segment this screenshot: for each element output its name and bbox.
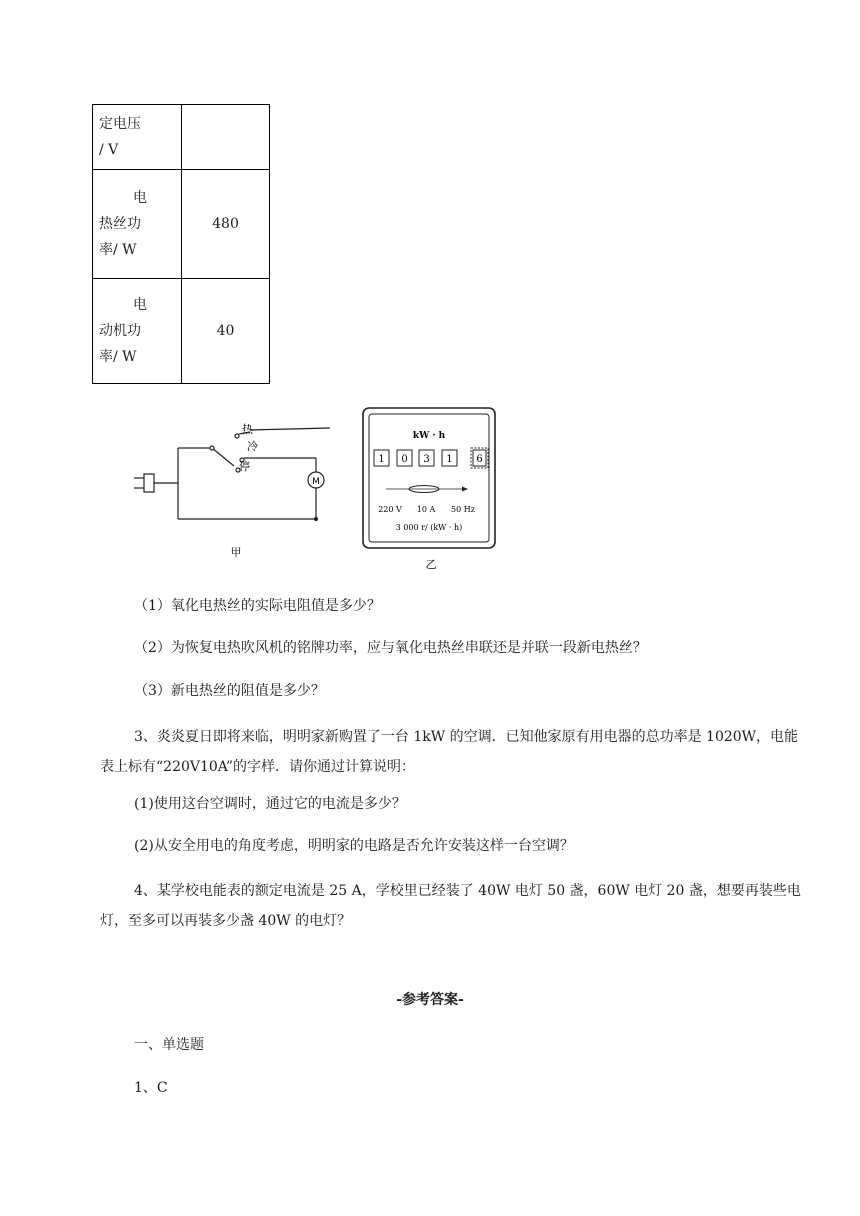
motor-label: M xyxy=(312,477,320,487)
circuit-diagram xyxy=(134,428,330,521)
meter-constant: 3 000 r/ (kW · h) xyxy=(395,523,463,532)
label-line: 电 xyxy=(133,297,147,313)
hot-label: 热 xyxy=(242,423,253,436)
question-text: （3）新电热丝的阻值是多少？ xyxy=(134,683,325,699)
table-label-cell xyxy=(93,279,182,384)
table-row xyxy=(93,105,270,170)
circuit-and-meter-figure xyxy=(120,400,520,580)
figure-a-caption: 甲 xyxy=(230,546,242,559)
meter-current: 10 A xyxy=(416,505,436,514)
table-value-cell xyxy=(182,105,270,170)
question-text: (2)从安全用电的角度考虑，明明家的电路是否允许安装这样一台空调？ xyxy=(134,838,574,854)
meter-frequency: 50 Hz xyxy=(451,505,475,514)
table-row xyxy=(93,279,270,384)
table-value-cell: 480 xyxy=(182,170,270,279)
figure-b-caption: 乙 xyxy=(425,558,437,571)
label-line: 率/ W xyxy=(99,349,137,365)
label-line: 动机功 xyxy=(99,323,141,339)
problem-3-stem: 3、炎炎夏日即将来临，明明家新购置了一台 1kW 的空调．已知他家原有用电器的总功率是 1020W，电能表上标有“220V10A”的字样．请你通过计算说明： xyxy=(100,729,799,775)
answers-heading: -参考答案- xyxy=(396,992,464,1008)
table-label-cell xyxy=(93,170,182,279)
arrow-right-icon xyxy=(462,487,468,492)
table-value-cell: 40 xyxy=(182,279,270,384)
stop-label: 停 xyxy=(239,460,250,473)
answer-item: 1、C xyxy=(134,1080,168,1096)
meter-digit: 0 xyxy=(401,454,408,465)
question-text: (1)使用这台空调时，通过它的电流是多少？ xyxy=(134,796,406,812)
label-line: 热丝功 xyxy=(99,216,141,232)
cold-label: 冷 xyxy=(247,440,258,453)
label-line: 定电压 xyxy=(99,116,141,132)
table-label-cell xyxy=(93,105,182,170)
question-text: （2）为恢复电热吹风机的铭牌功率，应与氧化电热丝串联还是并联一段新电热丝？ xyxy=(134,640,647,656)
label-line: 率/ W xyxy=(99,242,137,258)
label-line: / V xyxy=(99,142,119,158)
meter-unit: kW · h xyxy=(412,431,446,441)
problem-4-stem: 4、某学校电能表的额定电流是 25 A，学校里已经装了 40W 电灯 50 盏，60W 电灯 20 盏，想要再装些电灯，至多可以再装多少盏 40W 的电灯？ xyxy=(100,883,801,929)
meter-voltage: 220 V xyxy=(378,505,402,514)
answers-section-title: 一、单选题 xyxy=(134,1037,204,1053)
meter-digit: 3 xyxy=(423,454,430,465)
question-text: （1）氧化电热丝的实际电阻值是多少？ xyxy=(134,598,381,614)
table-row xyxy=(93,170,270,279)
meter-digit: 6 xyxy=(476,454,483,465)
label-line: 电 xyxy=(133,190,147,206)
electric-meter xyxy=(363,408,495,548)
meter-digit: 1 xyxy=(378,454,385,465)
plug-icon xyxy=(144,474,154,492)
spec-table xyxy=(92,104,270,384)
meter-digit: 1 xyxy=(446,454,453,465)
